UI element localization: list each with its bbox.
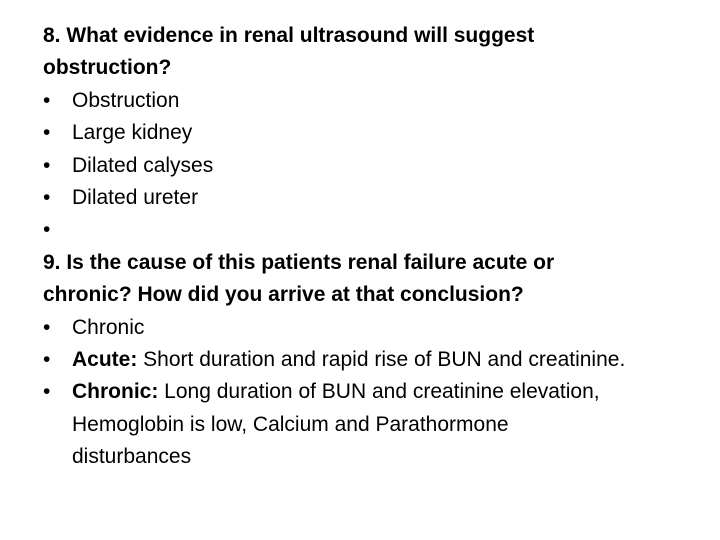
chronic-text-continued-2: disturbances (72, 445, 192, 469)
acute-text: Short duration and rapid rise of BUN and creatinine. (137, 348, 626, 372)
answer-8-text-3: Dilated calyses (72, 153, 214, 177)
answer-8-text-5 (72, 218, 78, 241)
answer-9-text-1: Chronic (72, 315, 145, 339)
question-8-line-2: obstruction? (43, 56, 172, 80)
bullet-icon: • (43, 88, 51, 112)
bullet-icon: • (43, 218, 51, 242)
answer-9-item-1 (43, 312, 717, 344)
answer-8-item-5 (43, 214, 717, 246)
bullet-icon: • (43, 153, 51, 177)
question-8-line-1: 8. What evidence in renal ultrasound will suggest (43, 24, 535, 47)
slide-content (43, 20, 717, 474)
bullet-icon: • (43, 380, 51, 404)
answer-9-item-chronic (43, 376, 717, 408)
chronic-text: Long duration of BUN and creatinine elevation, (158, 380, 600, 404)
answer-8-text-2: Large kidney (72, 121, 193, 145)
answer-8-item-4 (43, 182, 717, 214)
answer-8-item-3 (43, 150, 717, 182)
answer-8-item-2 (43, 117, 717, 149)
question-9-line-2: chronic? How did you arrive at that conclusion? (43, 283, 524, 307)
bullet-icon: • (43, 315, 51, 339)
bullet-icon: • (43, 121, 51, 145)
chronic-label: Chronic: (72, 380, 159, 404)
chronic-text-continued-1: Hemoglobin is low, Calcium and Parathormone (72, 412, 509, 436)
answer-8-item-1 (43, 85, 717, 117)
answer-8-text-1: Obstruction (72, 88, 180, 112)
acute-label: Acute: (72, 348, 138, 372)
answer-9-item-acute (43, 344, 717, 376)
bullet-icon: • (43, 186, 51, 210)
answer-8-text-4: Dilated ureter (72, 186, 199, 210)
question-9-line-1: 9. Is the cause of this patients renal failure acute or (43, 250, 555, 274)
bullet-icon: • (43, 348, 51, 372)
